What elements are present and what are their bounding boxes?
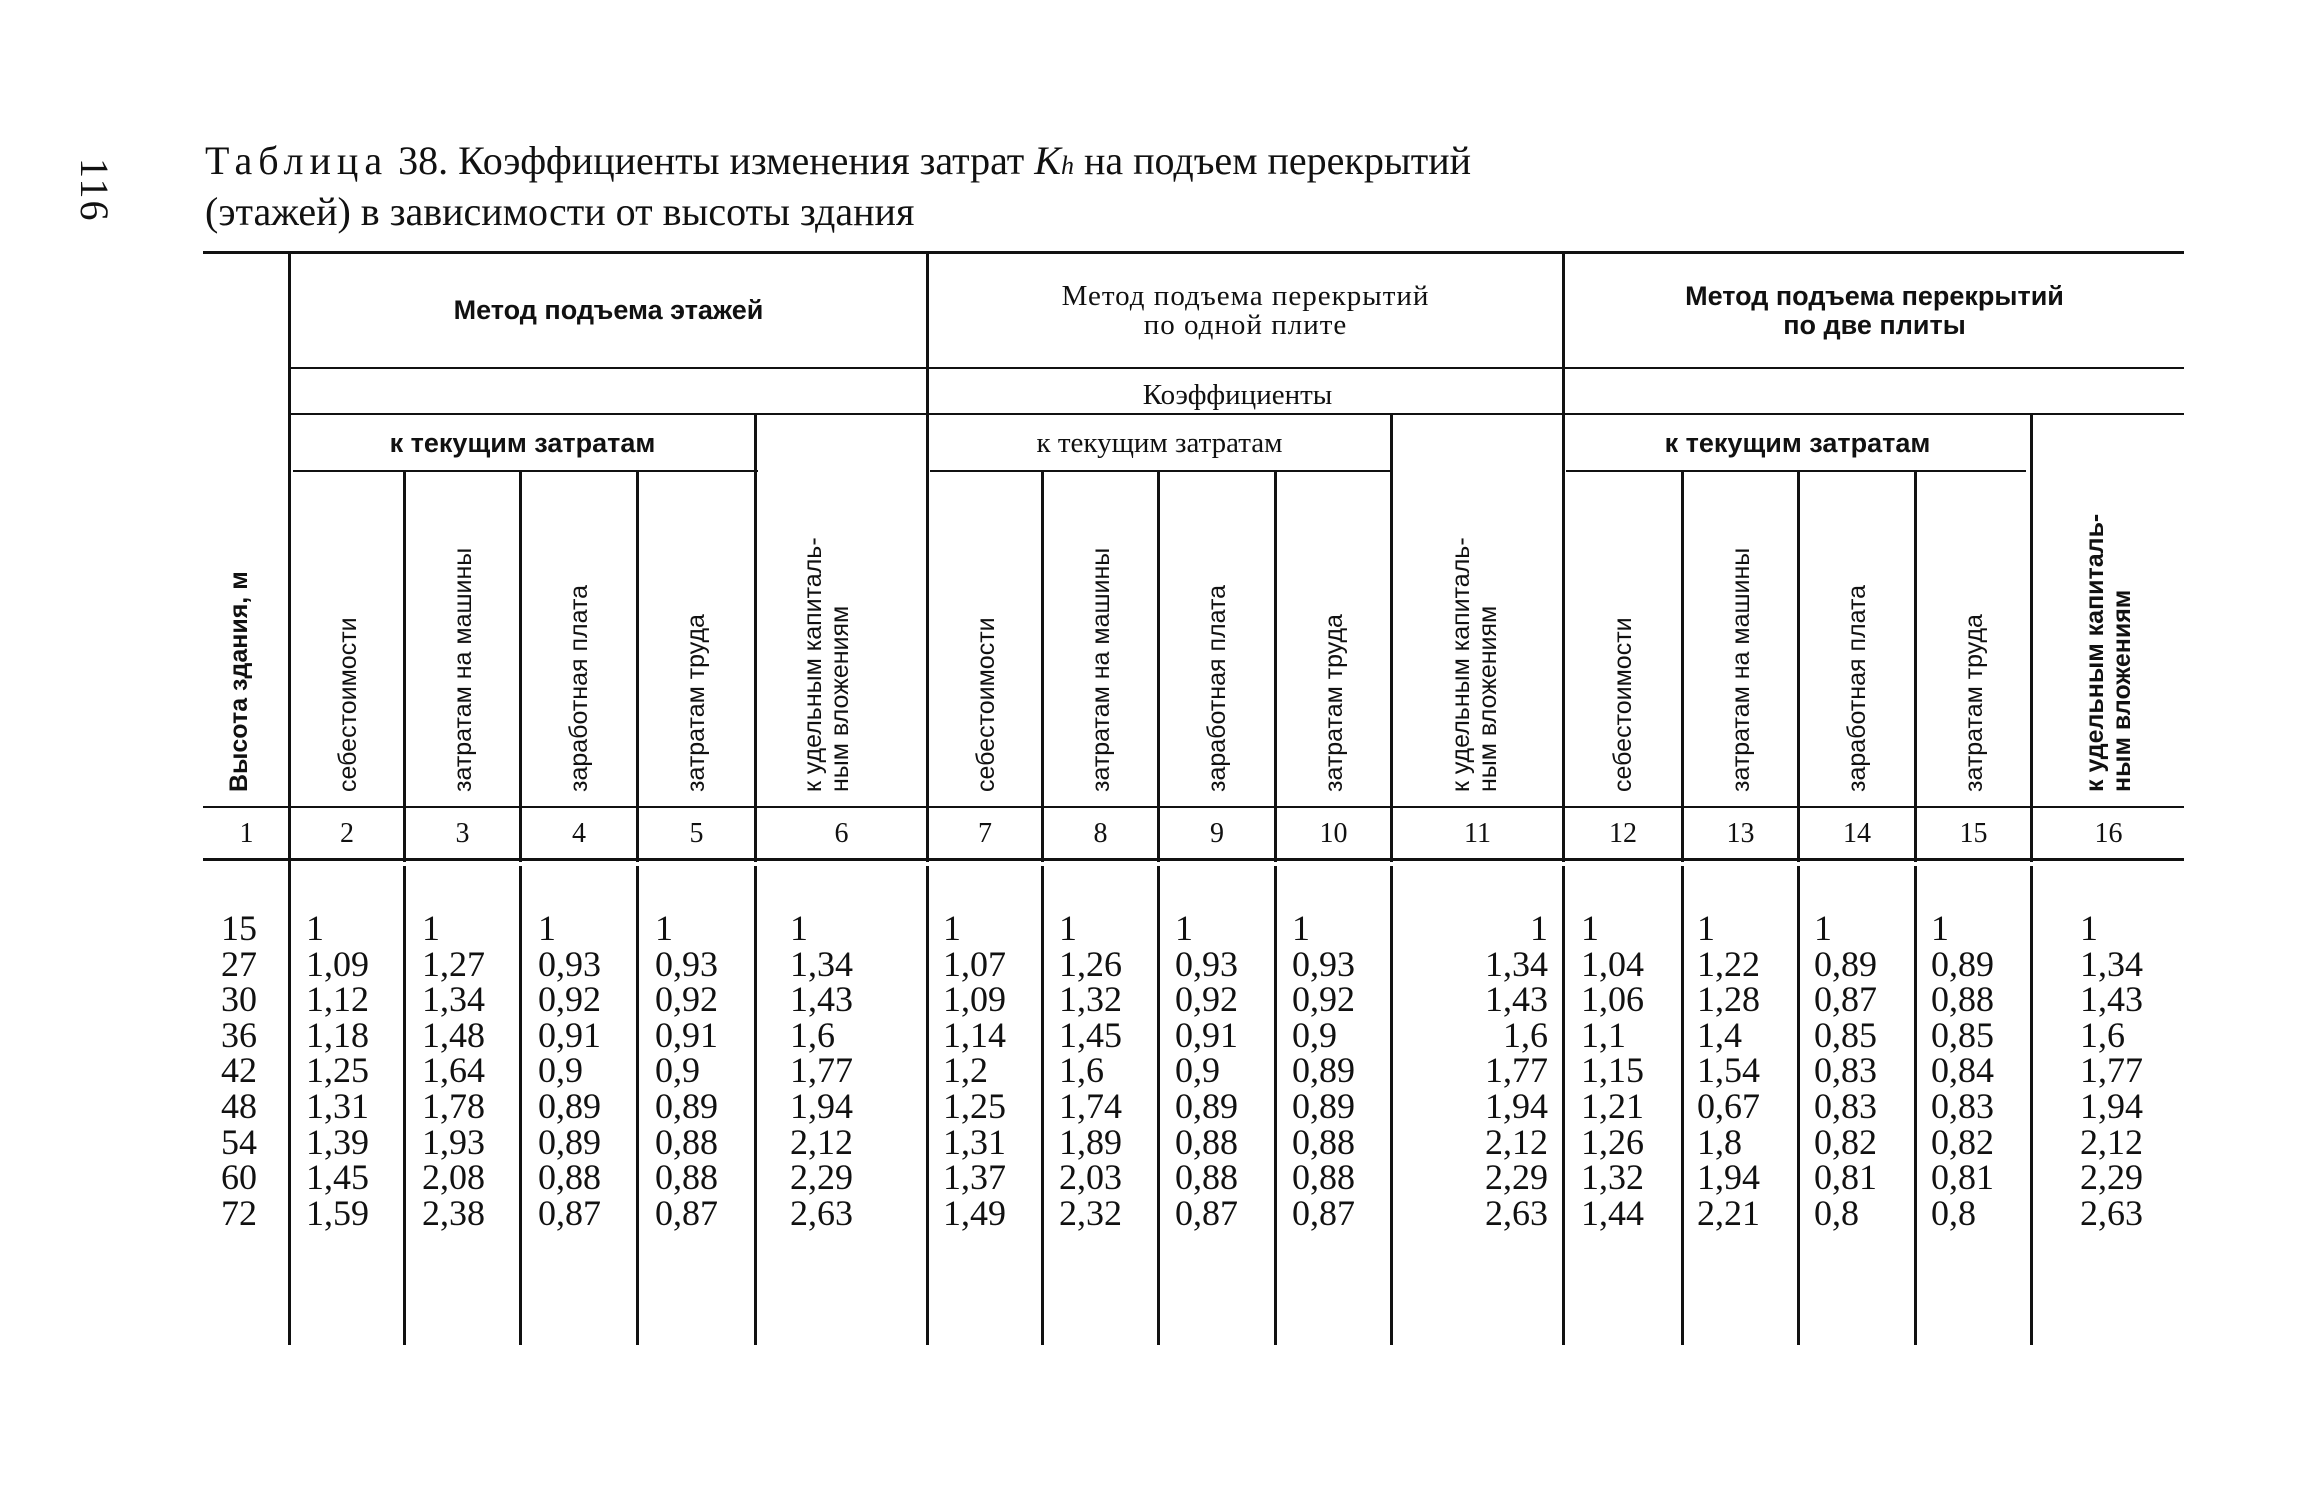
value-cell: 2,29 [790, 1157, 853, 1198]
value-cell: 1,43 [1485, 979, 1548, 1020]
group-head-floors: Метод подъема этажей [453, 295, 764, 325]
caption-symbol: K [1034, 138, 1061, 183]
value-cell: 0,89 [538, 1086, 601, 1126]
value-cell: 0,85 [1931, 1014, 1994, 1055]
value-cell: 0,88 [655, 1157, 718, 1198]
value-cell: 1 [538, 908, 556, 948]
height-cell: 72 [221, 1192, 257, 1233]
current-costs-rule-2 [930, 470, 1392, 472]
value-cell: 0,82 [1931, 1121, 1994, 1162]
body-v-line-4 [519, 866, 522, 1345]
col-10-head: затратам труда [1320, 614, 1348, 792]
value-cell: 0,87 [1814, 979, 1877, 1020]
current-costs-head-2: к текущим затратам [1036, 427, 1283, 459]
value-cell: 1,93 [422, 1121, 485, 1162]
value-cell: 0,92 [655, 979, 718, 1020]
col-11-head: к удельным капиталь- ным вложениям [1447, 537, 1502, 792]
value-cell: 0,81 [1814, 1157, 1877, 1198]
body-v-line-7 [926, 866, 929, 1345]
value-cell: 0,89 [1292, 1050, 1355, 1091]
v-line-12 [1681, 472, 1684, 862]
height-cell: 36 [221, 1014, 257, 1055]
value-cell: 1,32 [1059, 979, 1122, 1020]
value-cell: 1,09 [943, 979, 1006, 1020]
v-line-7 [1041, 472, 1044, 862]
value-cell: 0,88 [655, 1121, 718, 1162]
value-cell: 1 [655, 908, 673, 948]
v-line-2 [403, 472, 406, 862]
numbers-bottom-rule [203, 858, 2184, 861]
value-cell: 0,91 [655, 1014, 718, 1055]
value-cell: 1,54 [1697, 1050, 1760, 1091]
value-cell: 1,21 [1581, 1086, 1644, 1126]
body-v-line-13 [1681, 866, 1684, 1345]
coefficients-head: Коэффициенты [1142, 379, 1333, 411]
value-cell: 0,89 [655, 1086, 718, 1126]
value-cell: 0,82 [1814, 1121, 1877, 1162]
col-13-head: затратам на машины [1727, 547, 1755, 792]
body-v-line-3 [403, 866, 406, 1345]
coefficients-bottom-rule [290, 413, 2184, 415]
value-cell: 0,83 [1814, 1050, 1877, 1091]
value-cell: 1,12 [306, 979, 369, 1020]
value-cell: 1,8 [1697, 1121, 1742, 1162]
value-cell: 0,87 [655, 1192, 718, 1233]
value-cell: 1,28 [1697, 979, 1760, 1020]
value-cell: 1,09 [306, 943, 369, 984]
v-line-9 [1274, 472, 1277, 862]
value-cell: 2,12 [1485, 1121, 1548, 1162]
value-cell: 1,6 [2080, 1014, 2125, 1055]
value-cell: 2,63 [790, 1192, 853, 1233]
value-cell: 1,45 [306, 1157, 369, 1198]
col-2-head: себестоимости [334, 617, 362, 792]
height-cell: 54 [221, 1121, 257, 1162]
value-cell: 2,29 [2080, 1157, 2143, 1198]
caption-symbol-sub: h [1060, 151, 1074, 180]
value-cell: 1 [1931, 908, 1949, 948]
value-cell: 1,77 [2080, 1050, 2143, 1091]
value-cell: 1,48 [422, 1014, 485, 1055]
value-cell: 1,6 [1503, 1014, 1548, 1055]
value-cell: 2,63 [1485, 1192, 1548, 1233]
value-cell: 1,25 [306, 1050, 369, 1091]
value-cell: 2,32 [1059, 1192, 1122, 1233]
caption-text-before: 38. Коэффициенты изменения затрат [388, 138, 1035, 183]
body-v-line-12 [1562, 866, 1565, 1345]
value-cell: 1,6 [1059, 1050, 1104, 1091]
value-cell: 0,89 [1814, 943, 1877, 984]
col-number-7: 7 [978, 818, 992, 849]
value-cell: 0,89 [538, 1121, 601, 1162]
value-cell: 1,22 [1697, 943, 1760, 984]
v-line-1 [288, 253, 291, 1345]
body-v-line-6 [754, 866, 757, 1345]
height-cell: 15 [221, 908, 257, 948]
value-cell: 1 [790, 908, 808, 948]
value-cell: 1,94 [1485, 1086, 1548, 1126]
col-8-head: затратам на машины [1087, 547, 1115, 792]
value-cell: 0,88 [1292, 1157, 1355, 1198]
body-v-line-16 [2030, 866, 2033, 1345]
value-cell: 1,15 [1581, 1050, 1644, 1091]
body-v-line-9 [1157, 866, 1160, 1345]
value-cell: 2,12 [2080, 1121, 2143, 1162]
value-cell: 1,94 [790, 1086, 853, 1126]
value-cell: 1,34 [2080, 943, 2143, 984]
value-cell: 1,59 [306, 1192, 369, 1233]
value-cell: 1,34 [1485, 943, 1548, 984]
caption-line2: (этажей) в зависимости от высоты здания [205, 189, 915, 234]
caption-text-after: на подъем перекрытий [1073, 138, 1472, 183]
col-number-5: 5 [689, 818, 704, 849]
current-costs-rule-1 [293, 470, 758, 472]
value-cell: 0,83 [1931, 1086, 1994, 1126]
value-cell: 0,92 [1292, 979, 1355, 1020]
value-cell: 0,89 [1175, 1086, 1238, 1126]
v-line-6 [926, 253, 929, 862]
value-cell: 1,6 [790, 1014, 835, 1055]
value-cell: 0,91 [1175, 1014, 1238, 1055]
value-cell: 1 [1530, 908, 1548, 948]
value-cell: 0,9 [1175, 1050, 1220, 1091]
col-9-head: заработная плата [1203, 584, 1231, 792]
v-line-8 [1157, 472, 1160, 862]
value-cell: 0,9 [538, 1050, 583, 1091]
v-line-14 [1914, 472, 1917, 862]
body-v-line-8 [1041, 866, 1044, 1345]
value-cell: 1,27 [422, 943, 485, 984]
body-v-line-10 [1274, 866, 1277, 1345]
page-number: 116 [72, 158, 117, 223]
col-number-16: 16 [2094, 818, 2123, 849]
col-number-11: 11 [1464, 818, 1491, 849]
col-7-head: себестоимости [972, 617, 1000, 792]
value-cell: 2,08 [422, 1157, 485, 1198]
value-cell: 1 [1175, 908, 1193, 948]
table-top-rule [203, 251, 2184, 254]
value-cell: 1,34 [422, 979, 485, 1020]
v-line-5 [754, 415, 757, 862]
value-cell: 0,88 [1175, 1157, 1238, 1198]
v-line-10 [1390, 415, 1393, 862]
col-6-head: к удельным капиталь- ным вложениям [799, 537, 854, 792]
body-v-line-11 [1390, 866, 1393, 1345]
value-cell: 1,14 [943, 1014, 1006, 1055]
value-cell: 0,93 [1175, 943, 1238, 984]
col-number-15: 15 [1959, 818, 1988, 849]
col-number-2: 2 [340, 818, 354, 849]
col-number-3: 3 [455, 818, 470, 849]
value-cell: 0,84 [1931, 1050, 1994, 1091]
v-line-3 [519, 472, 522, 862]
current-costs-head-1: к текущим затратам [389, 428, 656, 458]
v-line-13 [1797, 472, 1800, 862]
col-4-head: заработная плата [565, 584, 593, 792]
col-15-head: затратам труда [1960, 614, 1988, 792]
value-cell: 0,88 [538, 1157, 601, 1198]
value-cell: 0,81 [1931, 1157, 1994, 1198]
value-cell: 2,03 [1059, 1157, 1122, 1198]
value-cell: 1,34 [790, 943, 853, 984]
value-cell: 0,91 [538, 1014, 601, 1055]
value-cell: 1,1 [1581, 1014, 1626, 1055]
value-cell: 0,87 [1175, 1192, 1238, 1233]
value-cell: 0,88 [1931, 979, 1994, 1020]
value-cell: 1,32 [1581, 1157, 1644, 1198]
current-costs-head-3: к текущим затратам [1664, 428, 1931, 458]
col-number-1: 1 [239, 818, 254, 849]
col-16-head: к удельным капиталь- ным вложениям [2081, 513, 2136, 792]
value-cell: 2,12 [790, 1121, 853, 1162]
value-cell: 1 [2080, 908, 2098, 948]
height-cell: 27 [221, 943, 257, 984]
value-cell: 0,8 [1814, 1192, 1859, 1233]
value-cell: 2,21 [1697, 1192, 1760, 1233]
value-cell: 1,77 [790, 1050, 853, 1091]
value-cell: 1,89 [1059, 1121, 1122, 1162]
value-cell: 1 [1292, 908, 1310, 948]
value-cell: 1,74 [1059, 1086, 1122, 1126]
current-costs-rule-3 [1566, 470, 2026, 472]
col-number-6: 6 [834, 818, 849, 849]
value-cell: 1,39 [306, 1121, 369, 1162]
value-cell: 1,2 [943, 1050, 988, 1091]
value-cell: 1 [1581, 908, 1599, 948]
value-cell: 0,88 [1175, 1121, 1238, 1162]
header-bottom-rule [203, 806, 2184, 808]
height-cell: 60 [221, 1157, 257, 1198]
value-cell: 1,43 [790, 979, 853, 1020]
value-cell: 1,37 [943, 1157, 1006, 1198]
col-3-head: затратам на машины [449, 547, 477, 792]
col-number-9: 9 [1210, 818, 1224, 849]
value-cell: 0,9 [1292, 1014, 1337, 1055]
value-cell: 1,18 [306, 1014, 369, 1055]
value-cell: 1,43 [2080, 979, 2143, 1020]
col-number-8: 8 [1093, 818, 1108, 849]
value-cell: 1,45 [1059, 1014, 1122, 1055]
value-cell: 1,26 [1581, 1121, 1644, 1162]
value-cell: 1,77 [1485, 1050, 1548, 1091]
value-cell: 2,63 [2080, 1192, 2143, 1233]
value-cell: 1,94 [1697, 1157, 1760, 1198]
col-5-head: затратам труда [682, 614, 710, 792]
value-cell: 0,88 [1292, 1121, 1355, 1162]
value-cell: 1,25 [943, 1086, 1006, 1126]
height-cell: 30 [221, 979, 257, 1020]
value-cell: 1,26 [1059, 943, 1122, 984]
value-cell: 1,06 [1581, 979, 1644, 1020]
value-cell: 0,8 [1931, 1192, 1976, 1233]
value-cell: 2,29 [1485, 1157, 1548, 1198]
value-cell: 0,85 [1814, 1014, 1877, 1055]
height-cell: 42 [221, 1050, 257, 1091]
col-number-13: 13 [1726, 818, 1755, 849]
group-head-one-slab: Метод подъема перекрытий по одной плите [1061, 280, 1430, 341]
value-cell: 0,92 [1175, 979, 1238, 1020]
value-cell: 0,83 [1814, 1086, 1877, 1126]
value-cell: 1,44 [1581, 1192, 1644, 1233]
col-number-10: 10 [1319, 818, 1348, 849]
body-v-line-15 [1914, 866, 1917, 1345]
body-v-line-5 [636, 866, 639, 1345]
col-number-12: 12 [1609, 818, 1637, 849]
value-cell: 1 [1697, 908, 1715, 948]
value-cell: 1,49 [943, 1192, 1006, 1233]
value-cell: 0,93 [538, 943, 601, 984]
value-cell: 1,31 [306, 1086, 369, 1126]
v-line-11 [1562, 253, 1565, 862]
group-head-two-slabs: Метод подъема перекрытий по две плиты [1685, 281, 2064, 340]
col-number-14: 14 [1843, 818, 1871, 849]
value-cell: 0,93 [655, 943, 718, 984]
value-cell: 2,38 [422, 1192, 485, 1233]
value-cell: 1,94 [2080, 1086, 2143, 1126]
value-cell: 1,04 [1581, 943, 1644, 984]
value-cell: 1,07 [943, 943, 1006, 984]
value-cell: 1,64 [422, 1050, 485, 1091]
value-cell: 0,67 [1697, 1086, 1760, 1126]
value-cell: 1 [422, 908, 440, 948]
value-cell: 0,89 [1292, 1086, 1355, 1126]
value-cell: 0,89 [1931, 943, 1994, 984]
value-cell: 0,87 [538, 1192, 601, 1233]
v-line-4 [636, 472, 639, 862]
value-cell: 1 [306, 908, 324, 948]
value-cell: 1 [1814, 908, 1832, 948]
caption-lead: Таблица [205, 138, 389, 183]
v-line-15 [2030, 415, 2033, 862]
body-v-line-14 [1797, 866, 1800, 1345]
height-cell: 48 [221, 1086, 257, 1126]
value-cell: 0,9 [655, 1050, 700, 1091]
group-bottom-rule [290, 367, 2184, 369]
value-cell: 0,92 [538, 979, 601, 1020]
col-12-head: себестоимости [1609, 617, 1637, 792]
height-col-head: Высота здания, м [225, 571, 253, 792]
col-number-4: 4 [572, 818, 586, 849]
value-cell: 0,93 [1292, 943, 1355, 984]
value-cell: 1,31 [943, 1121, 1006, 1162]
value-cell: 1 [943, 908, 961, 948]
value-cell: 1,4 [1697, 1014, 1742, 1055]
value-cell: 0,87 [1292, 1192, 1355, 1233]
value-cell: 1,78 [422, 1086, 485, 1126]
value-cell: 1 [1059, 908, 1077, 948]
col-14-head: заработная плата [1843, 584, 1871, 792]
